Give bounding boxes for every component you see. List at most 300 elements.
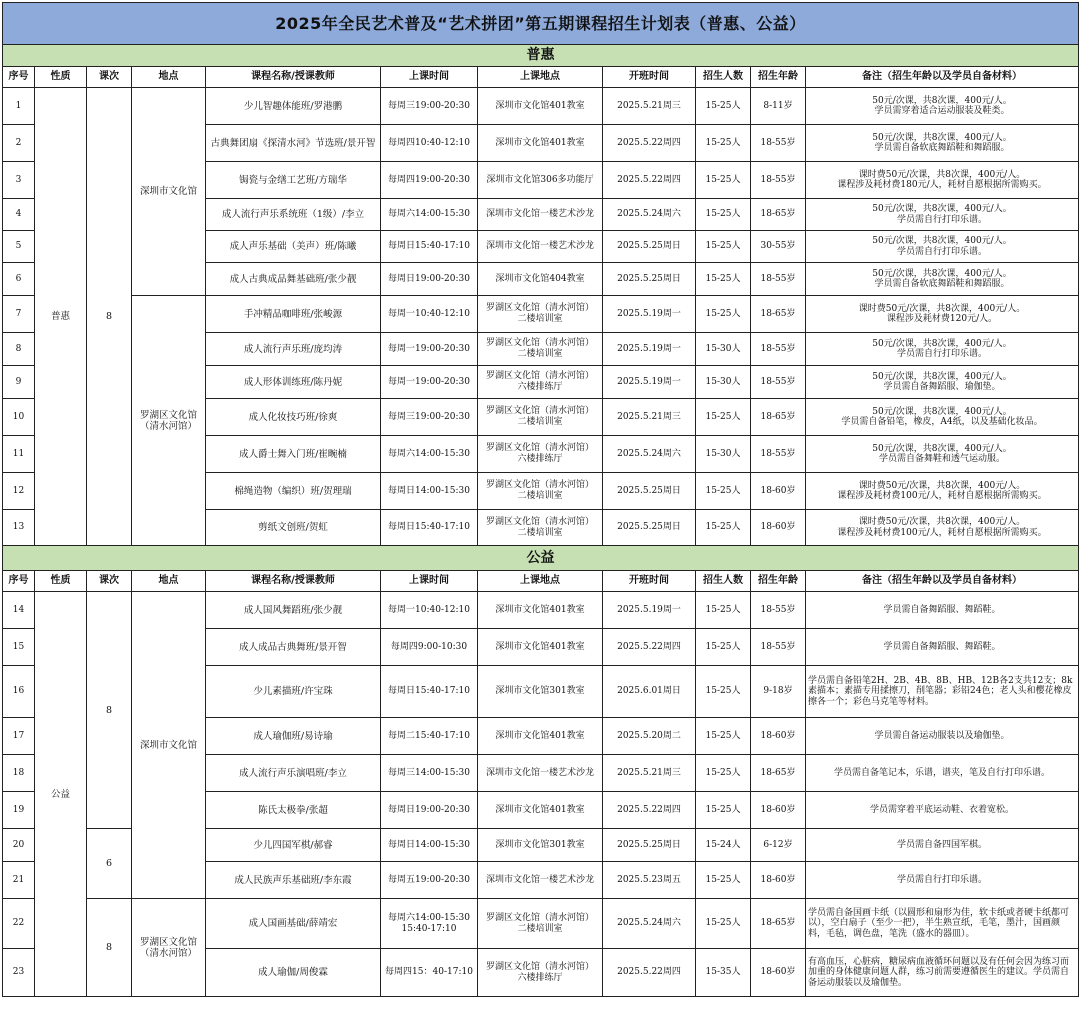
start-date: 2025.5.24周六 xyxy=(603,899,696,949)
class-time: 每周三19:00-20:30 xyxy=(381,88,478,125)
section-band-row xyxy=(3,45,1079,67)
start-date: 2025.5.24周六 xyxy=(603,199,696,231)
class-venue xyxy=(478,829,603,862)
text-line: 50元/次课，共8次课，400元/人。 xyxy=(872,95,1012,106)
text-line: 学员需自备笔记本，乐谱，谱夹，笔及自行打印乐谱。 xyxy=(834,767,1051,778)
remarks xyxy=(806,366,1079,399)
column-header: 性质 xyxy=(35,67,87,88)
course-name: 成人流行声乐演唱班/李立 xyxy=(206,755,381,792)
row-number: 3 xyxy=(3,162,35,199)
location-cell xyxy=(132,899,206,997)
column-header: 课次 xyxy=(87,571,132,592)
course-name: 成人民族声乐基础班/李东霞 xyxy=(206,862,381,899)
course-name: 棉绳造物（编织）班/贺理瑞 xyxy=(206,473,381,510)
text-line: 罗湖区文化馆 xyxy=(139,936,197,948)
sessions-cell: 8 xyxy=(87,899,132,997)
course-name: 成人化妆技巧班/徐爽 xyxy=(206,399,381,436)
table-row xyxy=(3,592,1079,629)
remarks xyxy=(806,829,1079,862)
text-line: 每周日15:40-17:10 xyxy=(388,686,470,696)
course-name: 锔瓷与金缮工艺班/方瑞华 xyxy=(206,162,381,199)
class-venue xyxy=(478,473,603,510)
text-line: 深圳市文化馆一楼艺术沙龙 xyxy=(485,767,594,778)
row-number: 19 xyxy=(3,792,35,829)
age-range: 18-65岁 xyxy=(751,399,806,436)
enrollment-size: 15-25人 xyxy=(696,263,751,296)
remarks xyxy=(806,629,1079,666)
class-time xyxy=(381,829,478,862)
text-line: 15:40-17:10 xyxy=(401,923,457,934)
class-venue xyxy=(478,592,603,629)
class-time xyxy=(381,755,478,792)
text-line: 罗湖区文化馆（清水河馆） xyxy=(485,303,594,313)
class-venue xyxy=(478,263,603,296)
age-range: 18-55岁 xyxy=(751,162,806,199)
class-time: 每周一10:40-12:10 xyxy=(381,296,478,333)
column-header: 地点 xyxy=(132,571,206,592)
age-range: 18-55岁 xyxy=(751,263,806,296)
location-cell xyxy=(132,296,206,546)
course-name: 成人国画基础/薛靖宏 xyxy=(206,899,381,949)
row-number: 10 xyxy=(3,399,35,436)
column-header: 序号 xyxy=(3,571,35,592)
text-line: 罗湖区文化馆（清水河馆） xyxy=(485,961,594,972)
enrollment-size: 15-25人 xyxy=(696,510,751,546)
text-line: 深圳市文化馆401教室 xyxy=(495,730,585,741)
course-name: 古典舞团扇《探清水河》节选班/景开智 xyxy=(206,125,381,162)
age-range: 18-55岁 xyxy=(751,366,806,399)
section-band-puhui: 普惠 xyxy=(3,45,1079,67)
text-line: 二楼培训室 xyxy=(517,527,563,538)
class-venue xyxy=(478,629,603,666)
course-name: 成人流行声乐系统班（1级）/李立 xyxy=(206,199,381,231)
location-cell: 深圳市文化馆 xyxy=(132,592,206,899)
text-line: 学员需自备铅笔，橡皮，A4纸，以及基础化妆品。 xyxy=(841,417,1043,427)
enrollment-size: 15-25人 xyxy=(696,125,751,162)
text-line: 每周二15:40-17:10 xyxy=(388,730,470,741)
text-line: 每周六14:00-15:30 xyxy=(388,912,470,923)
text-line: 罗湖区文化馆（清水河馆） xyxy=(485,912,594,923)
start-date: 2025.5.19周一 xyxy=(603,296,696,333)
enrollment-size: 15-25人 xyxy=(696,792,751,829)
section-band-gongyi: 公益 xyxy=(3,546,1079,571)
row-number: 9 xyxy=(3,366,35,399)
text-line: 学员需自备四国军棋。 xyxy=(897,839,988,850)
text-line: 罗湖区文化馆（清水河馆） xyxy=(485,443,594,453)
start-date: 2025.5.25周日 xyxy=(603,473,696,510)
enrollment-size: 15-25人 xyxy=(696,629,751,666)
class-venue xyxy=(478,88,603,125)
course-name: 成人瑜伽/周俊霖 xyxy=(206,949,381,997)
column-header: 上课时间 xyxy=(381,67,478,88)
course-name: 少儿素描班/许宝珠 xyxy=(206,666,381,718)
location-cell: 深圳市文化馆 xyxy=(132,88,206,296)
column-header: 上课时间 xyxy=(381,571,478,592)
text-line: 每周三14:00-15:30 xyxy=(388,767,470,778)
row-number: 21 xyxy=(3,862,35,899)
text-line: 深圳市文化馆301教室 xyxy=(495,839,585,850)
enrollment-size: 15-24人 xyxy=(696,829,751,862)
remarks xyxy=(806,718,1079,755)
text-line: 学员需自备舞蹈服、舞蹈鞋。 xyxy=(883,604,1001,615)
start-date: 2025.5.22周四 xyxy=(603,125,696,162)
class-time xyxy=(381,862,478,899)
text-line: 学员需穿着平底运动鞋、衣着宽松。 xyxy=(870,804,1015,815)
remarks xyxy=(806,231,1079,263)
text-line: 深圳市文化馆401教室 xyxy=(495,604,585,615)
class-time xyxy=(381,949,478,997)
age-range: 18-60岁 xyxy=(751,949,806,997)
text-line: 课时费50元/次课，共8次课，400元/人。 xyxy=(858,480,1026,491)
enrollment-size: 15-25人 xyxy=(696,718,751,755)
text-line: 每周日14:00-15:30 xyxy=(388,839,470,850)
start-date: 2025.5.21周三 xyxy=(603,755,696,792)
column-header: 开班时间 xyxy=(603,571,696,592)
class-venue xyxy=(478,231,603,263)
text-line: 六楼排练厅 xyxy=(517,454,563,464)
class-time: 每周六14:00-15:30 xyxy=(381,436,478,473)
remarks xyxy=(806,862,1079,899)
text-line: 课程涉及耗材费120元/人。 xyxy=(886,314,998,324)
row-number: 2 xyxy=(3,125,35,162)
row-number: 8 xyxy=(3,333,35,366)
age-range: 18-65岁 xyxy=(751,899,806,949)
course-name: 少儿四国军棋/郝睿 xyxy=(206,829,381,862)
class-time: 每周一19:00-20:30 xyxy=(381,333,478,366)
age-range: 18-60岁 xyxy=(751,473,806,510)
row-number: 11 xyxy=(3,436,35,473)
text-line: 六楼排练厅 xyxy=(517,382,563,392)
class-venue xyxy=(478,949,603,997)
text-line: （清水河馆） xyxy=(139,420,197,432)
text-line: 课程涉及耗材费100元/人，耗材自愿根据所需购买。 xyxy=(837,527,1047,538)
class-venue xyxy=(478,125,603,162)
enrollment-size: 15-25人 xyxy=(696,592,751,629)
row-number: 1 xyxy=(3,88,35,125)
age-range: 18-55岁 xyxy=(751,436,806,473)
text-line: 50元/次课，共8次课，400元/人。 xyxy=(872,132,1012,143)
class-time xyxy=(381,792,478,829)
text-line: 六楼排练厅 xyxy=(517,972,563,983)
text-line: 罗湖区文化馆 xyxy=(139,409,197,421)
table-row xyxy=(3,296,1079,333)
text-line: 学员需自行打印乐谱。 xyxy=(897,349,988,359)
start-date: 2025.5.22周四 xyxy=(603,162,696,199)
text-line: （清水河馆） xyxy=(139,947,197,959)
table-row xyxy=(3,899,1079,949)
class-venue xyxy=(478,718,603,755)
text-line: 课程涉及耗材费100元/人，耗材自愿根据所需购买。 xyxy=(837,491,1047,501)
text-line: 深圳市文化馆404教室 xyxy=(495,273,585,284)
column-header: 备注（招生年龄以及学员自备材料） xyxy=(806,571,1079,592)
text-line: 学员需自行打印乐谱。 xyxy=(897,874,988,885)
age-range: 8-11岁 xyxy=(751,88,806,125)
class-time xyxy=(381,718,478,755)
row-number: 15 xyxy=(3,629,35,666)
start-date: 2025.5.21周三 xyxy=(603,88,696,125)
start-date: 2025.5.19周一 xyxy=(603,592,696,629)
start-date: 2025.5.25周日 xyxy=(603,829,696,862)
age-range: 18-55岁 xyxy=(751,592,806,629)
row-number: 4 xyxy=(3,199,35,231)
class-venue xyxy=(478,666,603,718)
start-date: 2025.5.19周一 xyxy=(603,366,696,399)
remarks xyxy=(806,473,1079,510)
text-line: 课时费50元/次课，共8次课，400元/人。 xyxy=(858,303,1026,314)
text-line: 学员需自备舞蹈服、舞蹈鞋。 xyxy=(883,641,1001,652)
remarks xyxy=(806,792,1079,829)
class-time: 每周日19:00-20:30 xyxy=(381,263,478,296)
enrollment-size: 15-25人 xyxy=(696,88,751,125)
sessions-cell: 6 xyxy=(87,829,132,899)
class-venue xyxy=(478,755,603,792)
class-venue xyxy=(478,162,603,199)
course-name: 成人声乐基础（美声）班/陈曦 xyxy=(206,231,381,263)
text-line: 50元/次课，共8次课，400元/人。 xyxy=(872,371,1012,382)
enrollment-size: 15-35人 xyxy=(696,949,751,997)
text-line: 学员需穿着适合运动服装及鞋类。 xyxy=(874,106,1010,116)
header-row xyxy=(3,67,1079,88)
text-line: 深圳市文化馆一楼艺术沙龙 xyxy=(485,209,594,219)
class-venue xyxy=(478,333,603,366)
enrollment-size: 15-25人 xyxy=(696,199,751,231)
text-line: 二楼培训室 xyxy=(517,349,563,359)
age-range: 9-18岁 xyxy=(751,666,806,718)
class-time: 每周日15:40-17:10 xyxy=(381,510,478,546)
text-line: 罗湖区文化馆（清水河馆） xyxy=(485,516,594,527)
nature-cell: 公益 xyxy=(35,592,87,997)
section-band-row xyxy=(3,546,1079,571)
remarks xyxy=(806,88,1079,125)
text-line: 课时费50元/次课，共8次课，400元/人。 xyxy=(858,517,1026,527)
page-title: 2025年全民艺术普及“艺术拼团”第五期课程招生计划表（普惠、公益） xyxy=(3,3,1079,45)
class-time: 每周四19:00-20:30 xyxy=(381,162,478,199)
column-header: 上课地点 xyxy=(478,67,603,88)
enrollment-size: 15-25人 xyxy=(696,755,751,792)
enrollment-size: 15-25人 xyxy=(696,231,751,263)
class-time: 每周日15:40-17:10 xyxy=(381,231,478,263)
row-number: 16 xyxy=(3,666,35,718)
age-range: 30-55岁 xyxy=(751,231,806,263)
column-header: 招生人数 xyxy=(696,571,751,592)
text-line: 深圳市文化馆401教室 xyxy=(495,804,585,815)
text-line: 罗湖区文化馆（清水河馆） xyxy=(485,480,594,490)
class-time xyxy=(381,629,478,666)
text-line: 50元/次课，共8次课，400元/人。 xyxy=(872,443,1012,454)
start-date: 2025.5.25周日 xyxy=(603,231,696,263)
class-time: 每周四10:40-12:10 xyxy=(381,125,478,162)
class-venue xyxy=(478,510,603,546)
text-line: 50元/次课，共8次课，400元/人。 xyxy=(872,236,1012,246)
remarks xyxy=(806,125,1079,162)
text-line: 学员需自备舞蹈服、瑜伽垫。 xyxy=(883,382,1001,392)
column-header: 招生年龄 xyxy=(751,571,806,592)
class-time xyxy=(381,592,478,629)
course-name: 成人成品古典舞班/景开智 xyxy=(206,629,381,666)
sessions-cell: 8 xyxy=(87,88,132,546)
row-number: 5 xyxy=(3,231,35,263)
class-time xyxy=(381,899,478,949)
text-line: 每周五19:00-20:30 xyxy=(388,874,470,885)
row-number: 18 xyxy=(3,755,35,792)
text-line: 深圳市文化馆301教室 xyxy=(495,686,585,696)
class-venue xyxy=(478,899,603,949)
course-name: 成人爵士舞入门班/崔畹楠 xyxy=(206,436,381,473)
text-line: 深圳市文化馆401教室 xyxy=(495,137,585,148)
text-line: 学员需自行打印乐谱。 xyxy=(897,246,988,257)
enrollment-size: 15-25人 xyxy=(696,666,751,718)
class-venue xyxy=(478,862,603,899)
class-venue xyxy=(478,399,603,436)
start-date: 2025.5.22周四 xyxy=(603,949,696,997)
remarks xyxy=(806,755,1079,792)
remarks xyxy=(806,436,1079,473)
age-range: 6-12岁 xyxy=(751,829,806,862)
sessions-cell: 8 xyxy=(87,592,132,829)
text-line: 50元/次课，共8次课，400元/人。 xyxy=(872,268,1012,279)
course-name: 少儿智趣体能班/罗港鹏 xyxy=(206,88,381,125)
age-range: 18-65岁 xyxy=(751,296,806,333)
remarks xyxy=(806,199,1079,231)
text-line: 课时费50元/次课，共8次课，400元/人。 xyxy=(858,169,1026,180)
age-range: 18-60岁 xyxy=(751,718,806,755)
remarks xyxy=(806,949,1079,997)
text-line: 学员需自备软底舞蹈鞋和舞蹈服。 xyxy=(874,279,1010,289)
text-line: 学员需自行打印乐谱。 xyxy=(897,214,988,225)
text-line: 深圳市文化馆306多功能厅 xyxy=(486,174,594,185)
start-date: 2025.5.23周五 xyxy=(603,862,696,899)
age-range: 18-65岁 xyxy=(751,199,806,231)
text-line: 学员需自备舞鞋和透气运动服。 xyxy=(879,454,1006,464)
row-number: 7 xyxy=(3,296,35,333)
remarks xyxy=(806,263,1079,296)
class-venue xyxy=(478,296,603,333)
course-plan-table xyxy=(2,2,1079,997)
text-line: 二楼培训室 xyxy=(517,417,563,427)
column-header: 开班时间 xyxy=(603,67,696,88)
column-header: 招生人数 xyxy=(696,67,751,88)
column-header: 上课地点 xyxy=(478,571,603,592)
start-date: 2025.5.22周四 xyxy=(603,792,696,829)
class-venue xyxy=(478,199,603,231)
row-number: 6 xyxy=(3,263,35,296)
age-range: 18-55岁 xyxy=(751,629,806,666)
text-line: 深圳市文化馆401教室 xyxy=(495,641,585,652)
class-venue xyxy=(478,792,603,829)
text-line: 每周四9:00-10:30 xyxy=(390,641,468,652)
text-line: 学员需自备国画卡纸（以圆形和扇形为佳，软卡纸或者硬卡纸都可以），空白扇子（至少一把），半生熟宣纸，毛笔，墨汁，国画颜料，毛毡，调色盘，笔洗（盛水的器皿）。 xyxy=(808,907,1070,939)
nature-cell: 普惠 xyxy=(35,88,87,546)
row-number: 13 xyxy=(3,510,35,546)
remarks xyxy=(806,162,1079,199)
class-time: 每周六14:00-15:30 xyxy=(381,199,478,231)
column-header: 课程名称/授课教师 xyxy=(206,67,381,88)
text-line: 罗湖区文化馆（清水河馆） xyxy=(485,406,594,416)
class-time xyxy=(381,666,478,718)
course-name: 成人国风舞蹈班/张少靓 xyxy=(206,592,381,629)
remarks xyxy=(806,510,1079,546)
text-line: 学员需自备铅笔2H、2B、4B、8B、HB、12B各2支共12支；8k素描本；素描专用揉擦刀，削笔器；彩铅24色；老人头和樱花橡皮擦各一个；彩色马克笔等材料。 xyxy=(808,675,1073,707)
row-number: 17 xyxy=(3,718,35,755)
column-header: 招生年龄 xyxy=(751,67,806,88)
remarks xyxy=(806,592,1079,629)
class-time: 每周日14:00-15:30 xyxy=(381,473,478,510)
text-line: 学员需自备运动服装以及瑜伽垫。 xyxy=(874,730,1010,741)
remarks xyxy=(806,399,1079,436)
row-number: 20 xyxy=(3,829,35,862)
column-header: 序号 xyxy=(3,67,35,88)
text-line: 二楼培训室 xyxy=(517,923,563,934)
enrollment-size: 15-25人 xyxy=(696,862,751,899)
course-name: 陈氏太极拳/张超 xyxy=(206,792,381,829)
table-row xyxy=(3,88,1079,125)
row-number: 14 xyxy=(3,592,35,629)
text-line: 50元/次课，共8次课，400元/人。 xyxy=(872,204,1012,214)
start-date: 2025.5.24周六 xyxy=(603,436,696,473)
course-name: 成人流行声乐班/庞均涛 xyxy=(206,333,381,366)
age-range: 18-60岁 xyxy=(751,792,806,829)
course-name: 成人瑜伽班/易诗瑜 xyxy=(206,718,381,755)
enrollment-size: 15-25人 xyxy=(696,399,751,436)
text-line: 有高血压，心脏病，糖尿病血液循环问题以及有任何会因为练习而加重的身体健康问题人群，练习前需要遵循医生的建议。学员需自备运动服装以及瑜伽垫。 xyxy=(808,956,1070,988)
text-line: 学员需自备软底舞蹈鞋和舞蹈服。 xyxy=(874,143,1010,153)
row-number: 22 xyxy=(3,899,35,949)
text-line: 罗湖区文化馆（清水河馆） xyxy=(485,338,594,348)
enrollment-size: 15-25人 xyxy=(696,296,751,333)
enrollment-size: 15-30人 xyxy=(696,436,751,473)
remarks xyxy=(806,296,1079,333)
text-line: 二楼培训室 xyxy=(517,491,563,501)
enrollment-size: 15-25人 xyxy=(696,899,751,949)
column-header: 课程名称/授课教师 xyxy=(206,571,381,592)
age-range: 18-55岁 xyxy=(751,333,806,366)
text-line: 每周日19:00-20:30 xyxy=(388,804,470,815)
text-line: 深圳市文化馆一楼艺术沙龙 xyxy=(485,874,594,885)
course-name: 剪纸文创班/贺虹 xyxy=(206,510,381,546)
course-name: 手冲精品咖啡班/张峻源 xyxy=(206,296,381,333)
header-row xyxy=(3,571,1079,592)
start-date: 2025.5.22周四 xyxy=(603,629,696,666)
class-time: 每周三19:00-20:30 xyxy=(381,399,478,436)
text-line: 每周一10:40-12:10 xyxy=(388,604,470,615)
start-date: 2025.5.25周日 xyxy=(603,510,696,546)
enrollment-size: 15-30人 xyxy=(696,366,751,399)
start-date: 2025.5.21周三 xyxy=(603,399,696,436)
text-line: 每周四15：40-17:10 xyxy=(385,967,473,977)
text-line: 深圳市文化馆一楼艺术沙龙 xyxy=(485,241,594,251)
remarks xyxy=(806,666,1079,718)
enrollment-size: 15-25人 xyxy=(696,162,751,199)
column-header: 课次 xyxy=(87,67,132,88)
column-header: 性质 xyxy=(35,571,87,592)
age-range: 18-60岁 xyxy=(751,510,806,546)
course-name: 成人古典成品舞基础班/张少靓 xyxy=(206,263,381,296)
column-header: 地点 xyxy=(132,67,206,88)
text-line: 50元/次课，共8次课，400元/人。 xyxy=(872,338,1012,349)
start-date: 2025.5.20周二 xyxy=(603,718,696,755)
text-line: 二楼培训室 xyxy=(517,314,563,324)
class-venue xyxy=(478,366,603,399)
start-date: 2025.6.01周日 xyxy=(603,666,696,718)
row-number: 12 xyxy=(3,473,35,510)
start-date: 2025.5.19周一 xyxy=(603,333,696,366)
age-range: 18-60岁 xyxy=(751,862,806,899)
remarks xyxy=(806,333,1079,366)
enrollment-size: 15-25人 xyxy=(696,473,751,510)
age-range: 18-55岁 xyxy=(751,125,806,162)
class-venue xyxy=(478,436,603,473)
column-header: 备注（招生年龄以及学员自备材料） xyxy=(806,67,1079,88)
